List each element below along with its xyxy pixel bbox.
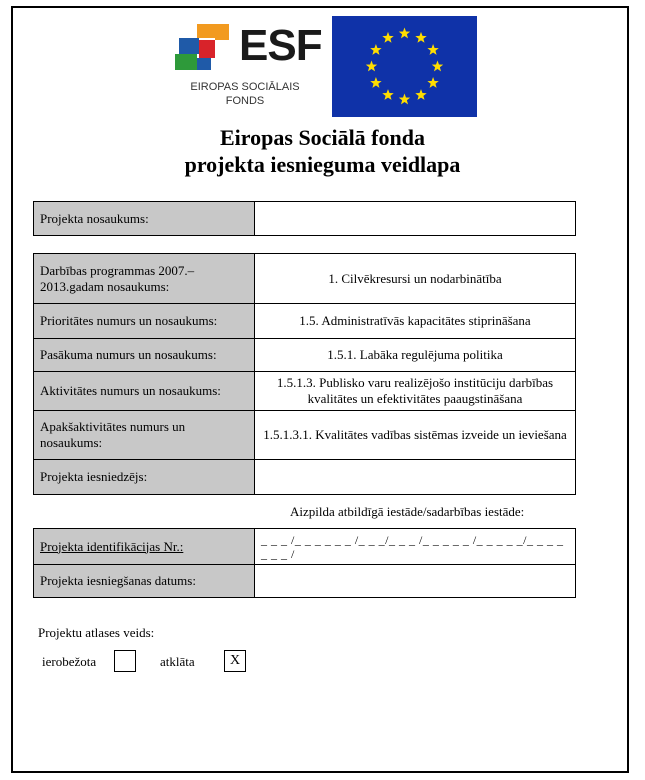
- page-title: [0, 124, 645, 178]
- measure-label: Pasākuma numurs un nosaukums:: [34, 339, 255, 372]
- selection-type-label: Projektu atlases veids:: [38, 625, 155, 640]
- option-restricted-label: ierobežota: [42, 654, 97, 669]
- table-row: [34, 372, 576, 411]
- applicant-field[interactable]: [255, 460, 576, 495]
- program-value: 1. Cilvēkresursi un nodarbinātība: [255, 254, 576, 304]
- table-row: [34, 254, 576, 304]
- activity-label: Aktivitātes numurs un nosaukums:: [34, 372, 255, 411]
- table-row: [34, 460, 576, 495]
- esf-logo: [175, 18, 322, 110]
- subactivity-label: Apakšaktivitātes numurs un nosaukums:: [34, 411, 255, 460]
- subactivity-value: 1.5.1.3.1. Kvalitātes vadības sistēmas izveide un ieviešana: [255, 411, 576, 460]
- esf-subtitle-line1: EIROPAS SOCIĀLAIS: [190, 81, 300, 93]
- table-row: [34, 202, 576, 236]
- eu-flag-icon: [332, 16, 477, 117]
- title-line1: Eiropas Sociālā fonda: [220, 125, 425, 150]
- priority-label: Prioritātes numurs un nosaukums:: [34, 304, 255, 339]
- title-line2: projekta iesnieguma veidlapa: [184, 152, 461, 177]
- submission-date-field[interactable]: [255, 565, 576, 598]
- table-row: [34, 565, 576, 598]
- esf-mark-icon: [175, 24, 233, 72]
- fill-note: Aizpilda atbildīgā iestāde/sadarbības iestāde:: [290, 504, 525, 519]
- esf-subtitle: [175, 80, 315, 108]
- table-row: [34, 411, 576, 460]
- option-open-checkbox[interactable]: X: [224, 650, 246, 672]
- project-name-label: Projekta nosaukums:: [34, 202, 255, 236]
- project-id-label: Projekta identifikācijas Nr.:: [34, 529, 255, 565]
- project-name-field[interactable]: [255, 202, 576, 236]
- measure-value: 1.5.1. Labāka regulējuma politika: [255, 339, 576, 372]
- table-row: [34, 339, 576, 372]
- program-info-table: [33, 253, 576, 495]
- project-name-table: [33, 201, 576, 236]
- option-restricted-checkbox[interactable]: [114, 650, 136, 672]
- project-id-field[interactable]: _ _ _ /_ _ _ _ _ _ /_ _ _/_ _ _ /_ _ _ _ _ /_ _ _ _ _/_ _ _ _ _ _ _ /: [255, 529, 576, 565]
- option-open-label: atklāta: [160, 654, 195, 669]
- table-row: [34, 529, 576, 565]
- program-label: Darbības programmas 2007.–2013.gadam nosaukums:: [34, 254, 255, 304]
- registration-table: [33, 528, 576, 598]
- applicant-label: Projekta iesniedzējs:: [34, 460, 255, 495]
- submission-date-label: Projekta iesniegšanas datums:: [34, 565, 255, 598]
- table-row: [34, 304, 576, 339]
- esf-wordmark: ESF: [239, 21, 322, 70]
- priority-value: 1.5. Administratīvās kapacitātes stiprināšana: [255, 304, 576, 339]
- activity-value: 1.5.1.3. Publisko varu realizējošo institūciju darbības kvalitātes un efektivitātes paaugstināšana: [255, 372, 576, 411]
- esf-subtitle-line2: FONDS: [225, 95, 265, 107]
